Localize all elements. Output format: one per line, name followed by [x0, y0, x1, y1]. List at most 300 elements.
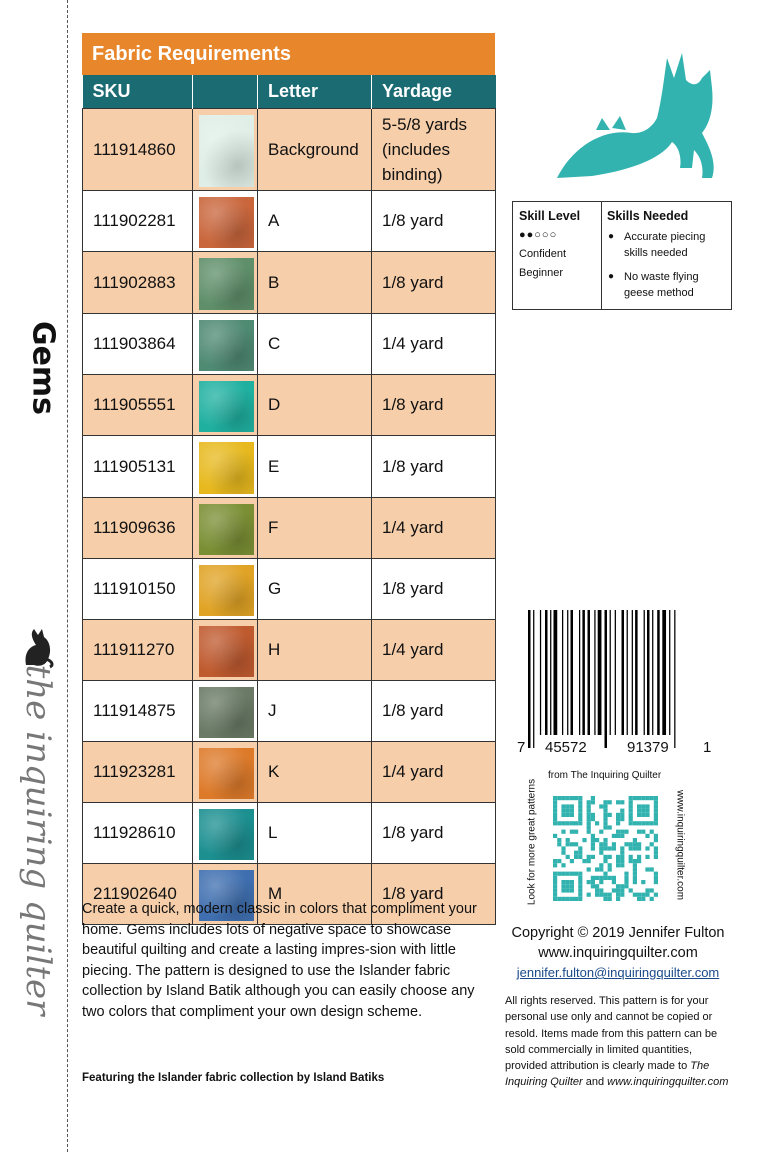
qr-module [566, 813, 570, 817]
qr-module [570, 830, 574, 834]
qr-module [561, 809, 565, 813]
qr-module [574, 830, 578, 834]
qr-module [557, 821, 561, 825]
fabric-table-header-row [83, 75, 496, 109]
qr-module [624, 830, 628, 834]
column-header-yardage: Yardage [372, 75, 496, 109]
qr-module [561, 888, 565, 892]
qr-module [608, 893, 612, 897]
letter-cell: C [258, 314, 372, 375]
qr-module [561, 813, 565, 817]
qr-module [645, 813, 649, 817]
skills-needed-column [602, 202, 731, 309]
qr-module [557, 872, 561, 876]
pattern-description: Create a quick, modern classic in colors that compliment your home. Gems includes lots of negative space to showcase beautiful quilting and create a lasting impres-sion with little piecing. The pattern is designed to use the Islander fabric collection by Island Batik although you can easily choose any two colors that compliment your own design scheme. [82, 901, 477, 1020]
barcode-bar [582, 610, 585, 735]
qr-module [616, 893, 620, 897]
qr-module [641, 804, 645, 808]
skill-level-column [513, 202, 602, 309]
qr-module [612, 880, 616, 884]
qr-module [616, 821, 620, 825]
barcode [526, 610, 726, 760]
sku-cell: 111910150 [83, 559, 193, 620]
barcode-digit-last: 1 [703, 739, 712, 756]
qr-module [637, 855, 641, 859]
qr-module [629, 804, 633, 808]
qr-module [553, 876, 557, 880]
letter-cell: E [258, 436, 372, 498]
yardage-cell: 1/4 yard [372, 498, 496, 559]
qr-module [641, 830, 645, 834]
qr-module [620, 888, 624, 892]
yardage-cell: 1/8 yard [372, 436, 496, 498]
fabric-swatch [199, 687, 254, 738]
qr-module [570, 809, 574, 813]
qr-module [650, 888, 654, 892]
qr-module [620, 846, 624, 850]
barcode-bar [567, 610, 568, 735]
fabric-swatch [199, 442, 254, 494]
yardage-cell: 5-5/8 yards (includes binding) [372, 109, 496, 191]
letter-cell: J [258, 681, 372, 742]
fabric-swatch [199, 565, 254, 616]
qr-module [650, 796, 654, 800]
qr-module [557, 897, 561, 901]
fabric-row [83, 375, 496, 436]
qr-module [620, 884, 624, 888]
qr-module [578, 876, 582, 880]
qr-module [599, 830, 603, 834]
qr-module [629, 809, 633, 813]
qr-module [633, 867, 637, 871]
qr-module [587, 817, 591, 821]
qr-module [637, 893, 641, 897]
qr-module [629, 821, 633, 825]
barcode-bar [647, 610, 650, 735]
barcode-bar [615, 610, 616, 735]
swatch-cell [193, 620, 258, 681]
qr-module [608, 863, 612, 867]
fabric-row [83, 436, 496, 498]
qr-module [578, 821, 582, 825]
qr-module [553, 834, 557, 838]
qr-module [570, 888, 574, 892]
fabric-swatch [199, 748, 254, 799]
copyright-line: Copyright © 2019 Jennifer Fulton [511, 925, 725, 941]
sku-cell: 111905131 [83, 436, 193, 498]
qr-module [629, 813, 633, 817]
letter-cell: L [258, 803, 372, 864]
qr-module [654, 855, 658, 859]
qr-module [641, 821, 645, 825]
qr-module [637, 830, 641, 834]
sku-cell: 111923281 [83, 742, 193, 803]
qr-module [641, 893, 645, 897]
qr-module [595, 876, 599, 880]
qr-module [608, 800, 612, 804]
barcode-bar [598, 610, 602, 735]
fabric-row [83, 742, 496, 803]
qr-module [641, 813, 645, 817]
qr-module [561, 884, 565, 888]
qr-module [578, 796, 582, 800]
qr-module [561, 846, 565, 850]
qr-module [645, 867, 649, 871]
qr-module [553, 888, 557, 892]
qr-module [654, 813, 658, 817]
qr-module [599, 867, 603, 871]
skill-level-heading: Skill Level [519, 209, 581, 223]
qr-module [620, 893, 624, 897]
qr-module [570, 796, 574, 800]
qr-module [645, 834, 649, 838]
qr-module [654, 893, 658, 897]
qr-module [629, 800, 633, 804]
qr-module [587, 859, 591, 863]
letter-cell: D [258, 375, 372, 436]
letter-cell: B [258, 252, 372, 314]
qr-module [629, 817, 633, 821]
qr-module [599, 876, 603, 880]
qr-module [591, 800, 595, 804]
barcode-bar [579, 610, 580, 735]
qr-module [578, 846, 582, 850]
qr-module [654, 834, 658, 838]
skill-item: ● No waste flying geese method [607, 269, 731, 301]
qr-module [654, 809, 658, 813]
qr-module [591, 876, 595, 880]
qr-module [603, 893, 607, 897]
letter-cell: A [258, 191, 372, 252]
barcode-bar [652, 610, 653, 735]
qr-module [578, 804, 582, 808]
fabric-swatch [199, 381, 254, 432]
qr-module [624, 880, 628, 884]
qr-module [553, 800, 557, 804]
qr-module [603, 846, 607, 850]
qr-module [633, 842, 637, 846]
column-header-swatch [193, 75, 258, 109]
qr-module [578, 800, 582, 804]
qr-module [633, 876, 637, 880]
fabric-row [83, 620, 496, 681]
qr-module [587, 821, 591, 825]
letter-cell: K [258, 742, 372, 803]
rights-notice: All rights reserved. This pattern is for your personal use only and cannot be copied or resold. Items made from this pattern can be sold commercially in limited quantities, provided attribution is clearly made to The Inquiring Quilter and www.inquiringquilter.com [505, 995, 729, 1089]
qr-module [650, 867, 654, 871]
fabric-row [83, 314, 496, 375]
qr-module [591, 846, 595, 850]
skill-level-label-2: Beginner [519, 267, 564, 279]
fabric-swatch [199, 320, 254, 371]
qr-module [637, 804, 641, 808]
qr-module [603, 821, 607, 825]
barcode-bar [540, 610, 541, 735]
qr-module [570, 872, 574, 876]
qr-module [578, 880, 582, 884]
qr-module [603, 876, 607, 880]
swatch-cell [193, 681, 258, 742]
yardage-cell: 1/4 yard [372, 742, 496, 803]
rights-site: www.inquiringquilter.com [607, 1076, 729, 1089]
barcode-bar [588, 610, 591, 735]
qr-module [591, 817, 595, 821]
qr-module [561, 880, 565, 884]
qr-module [566, 842, 570, 846]
barcode-bar [622, 610, 625, 735]
qr-module [570, 884, 574, 888]
swatch-cell [193, 803, 258, 864]
qr-module [633, 880, 637, 884]
swatch-cell [193, 742, 258, 803]
fabric-row [83, 498, 496, 559]
qr-module [620, 813, 624, 817]
qr-module [587, 825, 591, 829]
cut-line [67, 0, 68, 1152]
qr-module [574, 796, 578, 800]
qr-module [650, 897, 654, 901]
qr-module [629, 842, 633, 846]
qr-module [616, 859, 620, 863]
qr-module [624, 876, 628, 880]
website-line[interactable]: www.inquiringquilter.com [538, 945, 698, 961]
qr-module [599, 804, 603, 808]
qr-module [578, 888, 582, 892]
sku-cell: 111905551 [83, 375, 193, 436]
qr-module [566, 855, 570, 859]
qr-module [608, 813, 612, 817]
qr-module [616, 884, 620, 888]
qr-module [591, 838, 595, 842]
swatch-cell [193, 252, 258, 314]
qr-module [574, 897, 578, 901]
qr-module [603, 800, 607, 804]
qr-module [599, 851, 603, 855]
column-header-sku: SKU [83, 75, 193, 109]
qr-module [633, 796, 637, 800]
qr-module [566, 804, 570, 808]
barcode-bar [669, 610, 670, 735]
brand-logo-vertical [14, 625, 62, 1016]
skill-level-label-1: Confident [519, 248, 567, 260]
qr-module [591, 813, 595, 817]
qr-module [574, 851, 578, 855]
qr-module [629, 796, 633, 800]
qr-module [570, 804, 574, 808]
qr-module [654, 817, 658, 821]
qr-module [608, 855, 612, 859]
qr-code[interactable] [553, 796, 658, 901]
qr-module [578, 809, 582, 813]
qr-module [599, 842, 603, 846]
qr-module [587, 809, 591, 813]
qr-module [599, 888, 603, 892]
qr-module [624, 842, 628, 846]
qr-module [570, 897, 574, 901]
yardage-cell: 1/4 yard [372, 314, 496, 375]
barcode-bar [644, 610, 645, 735]
qr-module [612, 846, 616, 850]
barcode-digit-first: 7 [517, 739, 526, 756]
qr-module [616, 863, 620, 867]
barcode-bar [594, 610, 595, 735]
yardage-cell: 1/8 yard [372, 191, 496, 252]
qr-module [620, 855, 624, 859]
barcode-bar [662, 610, 666, 735]
barcode-digits-right: 91379 [627, 739, 669, 756]
qr-module [629, 846, 633, 850]
cat-icon [18, 625, 58, 669]
barcode-bar [632, 610, 633, 735]
fabric-swatch [199, 809, 254, 860]
qr-module [616, 817, 620, 821]
qr-module [587, 893, 591, 897]
swatch-cell [193, 109, 258, 191]
qr-module [645, 888, 649, 892]
swatch-cell [193, 436, 258, 498]
qr-module [654, 804, 658, 808]
barcode-bar [571, 610, 574, 735]
qr-module [587, 880, 591, 884]
yardage-cell: 1/8 yard [372, 864, 496, 925]
swatch-cell [193, 314, 258, 375]
swatch-cell [193, 375, 258, 436]
column-header-letter: Letter [258, 75, 372, 109]
qr-module [591, 796, 595, 800]
qr-module [612, 842, 616, 846]
qr-module [557, 842, 561, 846]
qr-module [620, 809, 624, 813]
swatch-cell [193, 498, 258, 559]
qr-module [603, 817, 607, 821]
qr-module [620, 830, 624, 834]
qr-module [645, 846, 649, 850]
email-link[interactable]: jennifer.fulton@inquiringquilter.com [516, 965, 720, 980]
qr-module [561, 872, 565, 876]
qr-module [612, 876, 616, 880]
qr-module [553, 813, 557, 817]
qr-module [570, 859, 574, 863]
qr-module [641, 897, 645, 901]
qr-module [561, 851, 565, 855]
letter-cell: G [258, 559, 372, 620]
qr-module [645, 796, 649, 800]
qr-module [637, 897, 641, 901]
qr-module [645, 855, 649, 859]
qr-caption-top: from The Inquiring Quilter [548, 770, 662, 781]
qr-module [603, 859, 607, 863]
fabric-swatch [199, 258, 254, 310]
yardage-cell: 1/8 yard [372, 252, 496, 314]
qr-module [574, 855, 578, 859]
fabric-swatch [199, 115, 254, 187]
qr-module [595, 821, 599, 825]
barcode-bar [635, 610, 638, 735]
qr-module [578, 855, 582, 859]
qr-module [553, 809, 557, 813]
qr-module [591, 834, 595, 838]
qr-module [603, 842, 607, 846]
qr-module [553, 817, 557, 821]
qr-module [633, 893, 637, 897]
qr-module [654, 846, 658, 850]
qr-caption-left: Look for more great patterns [526, 778, 538, 906]
qr-module [570, 821, 574, 825]
qr-module [637, 842, 641, 846]
qr-module [637, 809, 641, 813]
sku-cell: 111902883 [83, 252, 193, 314]
copyright-block [498, 923, 738, 983]
fabric-swatch [199, 626, 254, 677]
qr-module [637, 821, 641, 825]
fabric-row [83, 681, 496, 742]
qr-module [566, 809, 570, 813]
qr-module [557, 859, 561, 863]
qr-module [633, 859, 637, 863]
qr-module [566, 796, 570, 800]
qr-module [595, 893, 599, 897]
qr-module [603, 838, 607, 842]
qr-module [578, 817, 582, 821]
qr-module [599, 893, 603, 897]
sku-cell: 111928610 [83, 803, 193, 864]
qr-module [650, 842, 654, 846]
qr-module [608, 825, 612, 829]
qr-module [561, 796, 565, 800]
qr-module [608, 876, 612, 880]
qr-module [595, 838, 599, 842]
qr-module [553, 880, 557, 884]
qr-module [633, 838, 637, 842]
qr-module [582, 838, 586, 842]
qr-module [561, 821, 565, 825]
qr-module [654, 880, 658, 884]
qr-module [629, 855, 633, 859]
barcode-bar [554, 610, 558, 735]
qr-module [654, 876, 658, 880]
letter-cell: F [258, 498, 372, 559]
qr-caption-right: www.inquiringquilter.com [674, 789, 686, 901]
fabric-swatch [199, 504, 254, 555]
sku-cell: 111902281 [83, 191, 193, 252]
qr-module [599, 880, 603, 884]
yardage-cell: 1/8 yard [372, 375, 496, 436]
barcode-bar [674, 610, 675, 748]
barcode-bar [550, 610, 551, 735]
qr-module [561, 863, 565, 867]
qr-module [553, 897, 557, 901]
yardage-cell: 1/8 yard [372, 803, 496, 864]
letter-cell: M [258, 864, 372, 925]
pattern-title-vertical: Gems [25, 320, 61, 416]
qr-module [616, 855, 620, 859]
qr-module [603, 809, 607, 813]
qr-module [553, 804, 557, 808]
barcode-bar [528, 610, 531, 748]
barcode-digits-left: 45572 [545, 739, 587, 756]
skills-needed-heading: Skills Needed [607, 209, 689, 223]
qr-module [578, 884, 582, 888]
barcode-bar [545, 610, 548, 735]
qr-module [566, 888, 570, 892]
qr-module [570, 842, 574, 846]
fabric-row [83, 559, 496, 620]
qr-module [620, 800, 624, 804]
qr-module [591, 855, 595, 859]
swatch-cell [193, 191, 258, 252]
qr-module [553, 859, 557, 863]
qr-module [654, 838, 658, 842]
